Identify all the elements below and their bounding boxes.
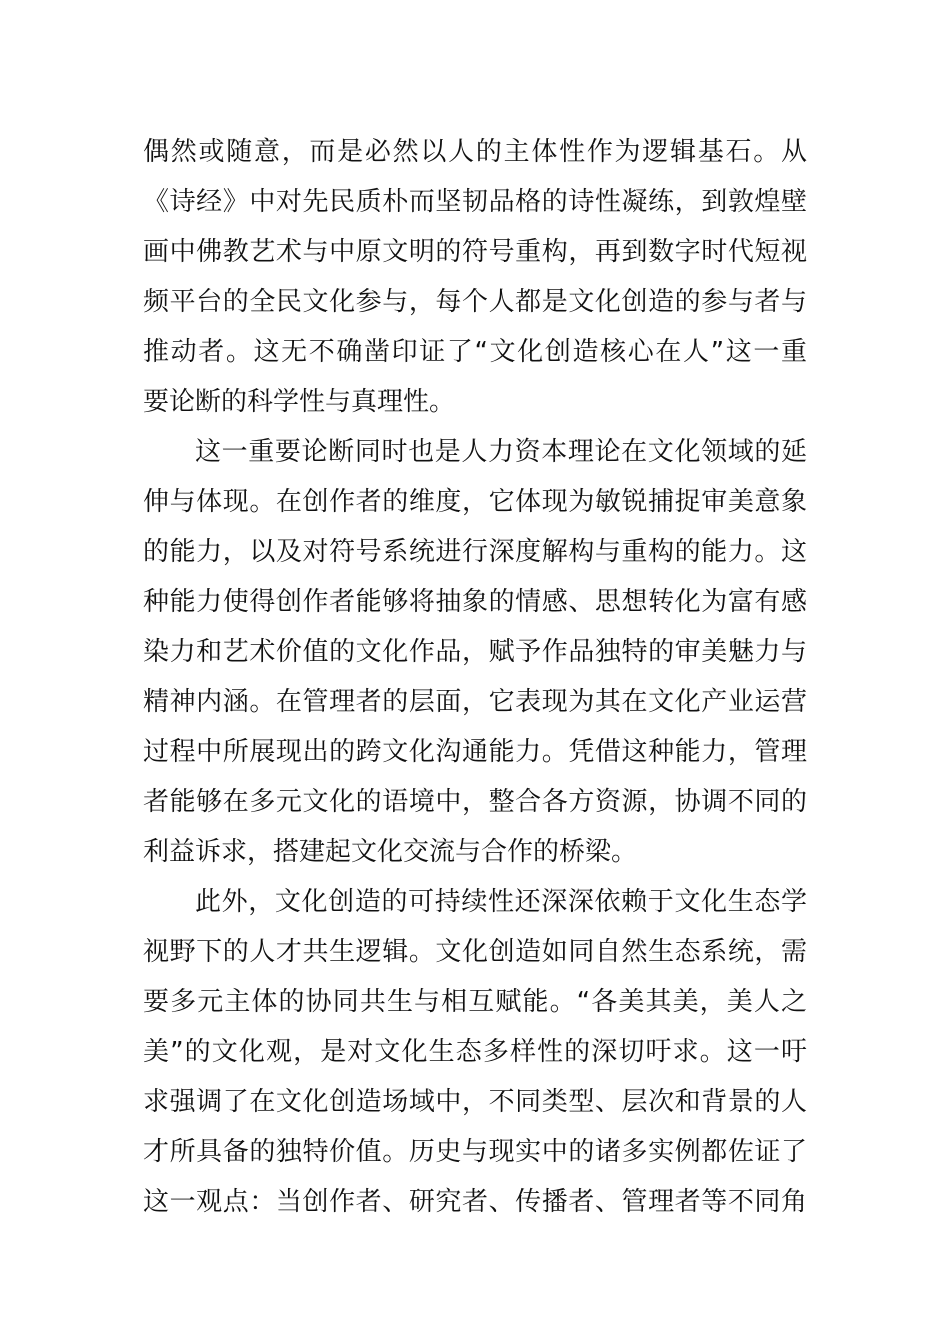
text-line: 频平台的全民文化参与，每个人都是文化创造的参与者与: [143, 287, 807, 317]
text-line: 伸与体现。在创作者的维度，它体现为敏锐捕捉审美意象: [143, 487, 807, 517]
text-line: 《诗经》中对先民质朴而坚韧品格的诗性凝练，到敦煌壁: [143, 187, 807, 217]
text-line: 过程中所展现出的跨文化沟通能力。凭借这种能力，管理: [143, 737, 807, 767]
text-line: 要多元主体的协同共生与相互赋能。“各美其美，美人之: [143, 987, 807, 1017]
text-line: 视野下的人才共生逻辑。文化创造如同自然生态系统，需: [143, 937, 807, 967]
text-line: 染力和艺术价值的文化作品，赋予作品独特的审美魅力与: [143, 637, 807, 667]
text-line: 精神内涵。在管理者的层面，它表现为其在文化产业运营: [143, 687, 807, 717]
text-line: 此外，文化创造的可持续性还深深依赖于文化生态学: [195, 887, 807, 917]
text-line: 画中佛教艺术与中原文明的符号重构，再到数字时代短视: [143, 237, 807, 267]
text-line: 要论断的科学性与真理性。: [143, 387, 456, 417]
text-line: 这一重要论断同时也是人力资本理论在文化领域的延: [195, 437, 807, 467]
text-line: 求强调了在文化创造场域中，不同类型、层次和背景的人: [143, 1087, 807, 1117]
text-line: 才所具备的独特价值。历史与现实中的诸多实例都佐证了: [143, 1137, 807, 1167]
text-line: 美”的文化观，是对文化生态多样性的深切吁求。这一吁: [143, 1037, 807, 1067]
body-text: [143, 127, 807, 1227]
text-line: 偶然或随意，而是必然以人的主体性作为逻辑基石。从: [143, 137, 807, 167]
text-line: 推动者。这无不确凿印证了“文化创造核心在人”这一重: [143, 337, 807, 367]
text-line: 这一观点：当创作者、研究者、传播者、管理者等不同角: [143, 1187, 807, 1217]
text-line: 者能够在多元文化的语境中，整合各方资源，协调不同的: [143, 787, 807, 817]
text-line: 的能力，以及对符号系统进行深度解构与重构的能力。这: [143, 537, 807, 567]
text-line: 种能力使得创作者能够将抽象的情感、思想转化为富有感: [143, 587, 807, 617]
text-line: 利益诉求，搭建起文化交流与合作的桥梁。: [143, 837, 638, 867]
